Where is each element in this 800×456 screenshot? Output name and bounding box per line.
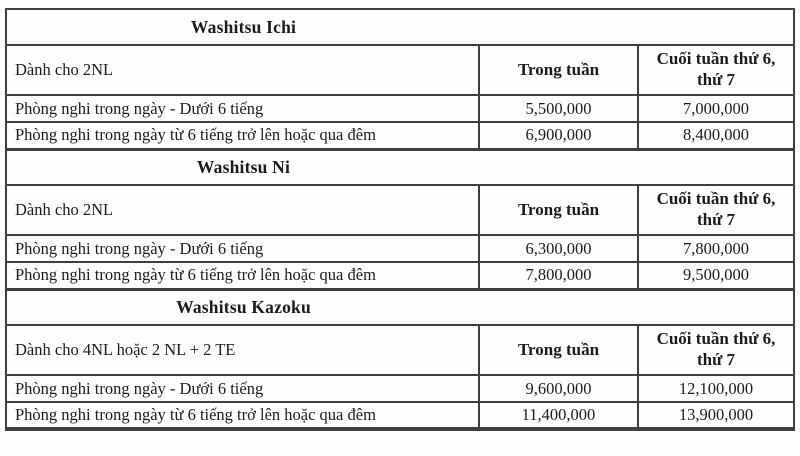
- rate-label: Phòng nghi trong ngày từ 6 tiếng trở lên hoặc qua đêm: [6, 402, 479, 429]
- weekday-price: 6,300,000: [479, 235, 638, 262]
- weekday-price: 11,400,000: [479, 402, 638, 429]
- weekend-price: 7,000,000: [638, 95, 794, 122]
- audience-cell: Dành cho 4NL hoặc 2 NL + 2 TE: [6, 325, 479, 375]
- room-rates-table: [5, 8, 795, 431]
- audience-cell: Dành cho 2NL: [6, 185, 479, 235]
- section-title-row: [6, 9, 794, 45]
- section-title: Washitsu Kazoku: [176, 296, 311, 317]
- weekday-header: Trong tuần: [479, 45, 638, 95]
- rate-row: [6, 402, 794, 429]
- weekday-price: 5,500,000: [479, 95, 638, 122]
- section-header-row: [6, 325, 794, 375]
- rate-row: [6, 262, 794, 289]
- section-header-row: [6, 45, 794, 95]
- section-title-cell: [6, 289, 794, 325]
- section-header-row: [6, 185, 794, 235]
- rate-label: Phòng nghi trong ngày - Dưới 6 tiếng: [6, 95, 479, 122]
- audience-cell: Dành cho 2NL: [6, 45, 479, 95]
- rate-label: Phòng nghi trong ngày - Dưới 6 tiếng: [6, 235, 479, 262]
- section-title: Washitsu Ni: [196, 156, 291, 177]
- section-title-cell: [6, 9, 794, 45]
- section-title-cell: [6, 149, 794, 185]
- weekend-price: 13,900,000: [638, 402, 794, 429]
- weekend-header: Cuối tuần thứ 6, thứ 7: [638, 185, 794, 235]
- rate-label: Phòng nghi trong ngày - Dưới 6 tiếng: [6, 375, 479, 402]
- section-title-row: [6, 149, 794, 185]
- weekday-price: 6,900,000: [479, 122, 638, 149]
- weekend-price: 7,800,000: [638, 235, 794, 262]
- section-title-row: [6, 289, 794, 325]
- weekday-header: Trong tuần: [479, 325, 638, 375]
- rate-label: Phòng nghi trong ngày từ 6 tiếng trở lên hoặc qua đêm: [6, 262, 479, 289]
- weekend-header: Cuối tuần thứ 6, thứ 7: [638, 325, 794, 375]
- weekend-price: 8,400,000: [638, 122, 794, 149]
- weekend-price: 9,500,000: [638, 262, 794, 289]
- rate-row: [6, 95, 794, 122]
- weekday-header: Trong tuần: [479, 185, 638, 235]
- weekend-header: Cuối tuần thứ 6, thứ 7: [638, 45, 794, 95]
- section-title: Washitsu Ichi: [190, 16, 297, 37]
- rate-row: [6, 375, 794, 402]
- rate-row: [6, 122, 794, 149]
- weekday-price: 9,600,000: [479, 375, 638, 402]
- weekend-price: 12,100,000: [638, 375, 794, 402]
- weekday-price: 7,800,000: [479, 262, 638, 289]
- rate-row: [6, 235, 794, 262]
- rate-label: Phòng nghi trong ngày từ 6 tiếng trở lên hoặc qua đêm: [6, 122, 479, 149]
